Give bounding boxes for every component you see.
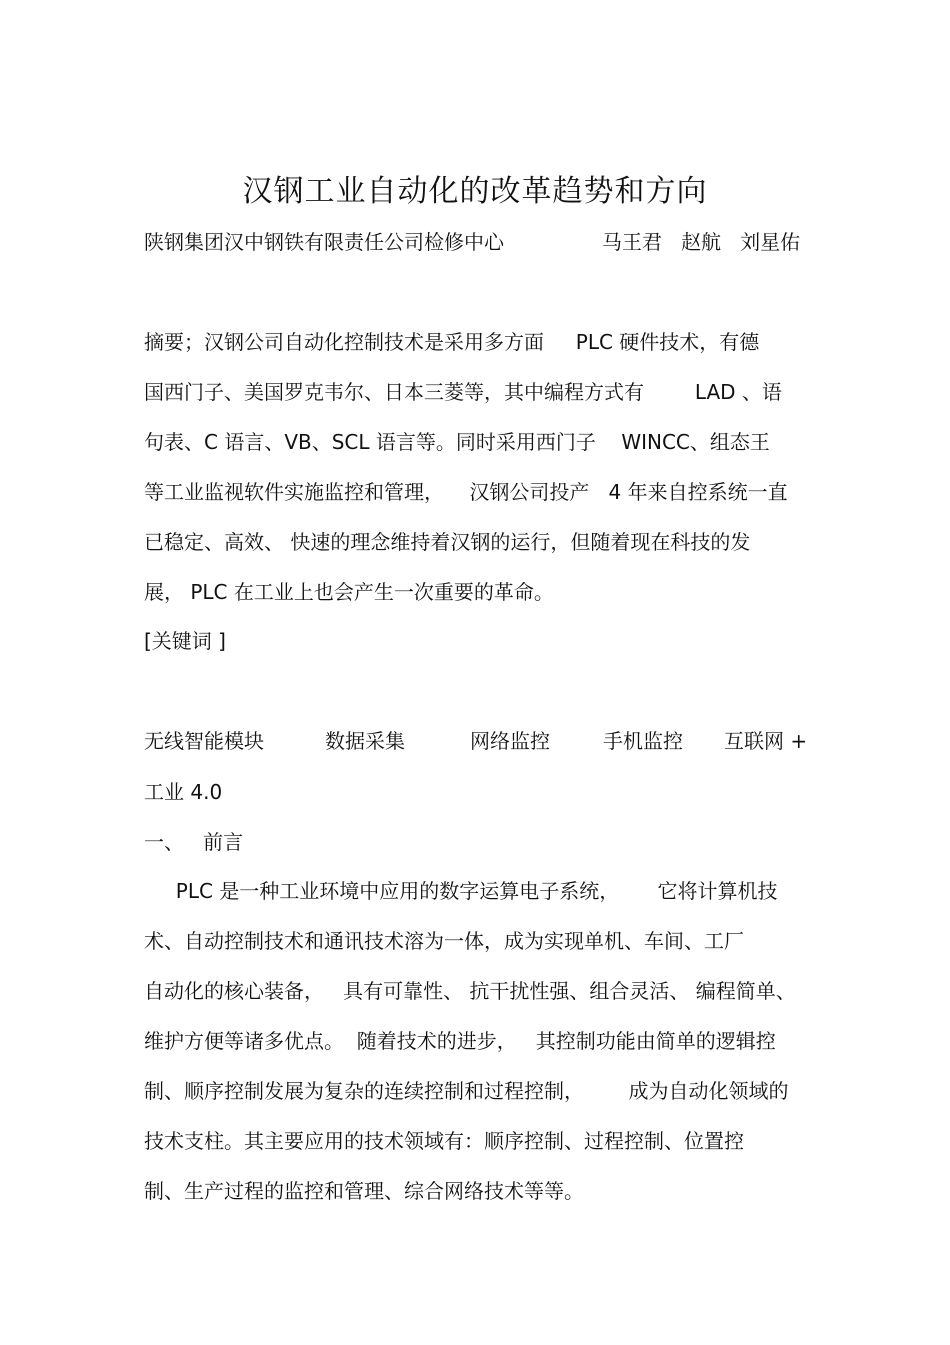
body-line: 制、顺序控制发展为复杂的连续控制和过程控制， 成为自动化领域的 xyxy=(144,1079,789,1103)
body-line: PLC 是一种工业环境中应用的数字运算电子系统， 它将计算机技 xyxy=(144,879,778,903)
abstract-line: 摘要；汉钢公司自动化控制技术是采用多方面 PLC 硬件技术，有德 xyxy=(144,330,760,354)
section-heading: 一、 前言 xyxy=(144,830,244,854)
keyword-item: 网络监控 xyxy=(470,729,550,753)
keyword-item: 互联网 + xyxy=(724,729,808,753)
keyword-item: 数据采集 xyxy=(325,729,405,753)
author-affiliation: 陕钢集团汉中钢铁有限责任公司检修中心 xyxy=(144,230,504,254)
document-title: 汉钢工业自动化的改革趋势和方向 xyxy=(242,174,708,209)
body-line: 技术支柱。其主要应用的技术领域有：顺序控制、过程控制、位置控 xyxy=(144,1129,744,1153)
abstract-line: 展， PLC 在工业上也会产生一次重要的革命。 xyxy=(144,580,554,604)
abstract-line: 国西门子、美国罗克韦尔、日本三菱等，其中编程方式有 LAD 、语 xyxy=(144,380,782,404)
abstract-line: 句表、C 语言、VB、SCL 语言等。同时采用西门子 WINCC、组态王 xyxy=(144,430,770,454)
abstract-line: 等工业监视软件实施监控和管理， 汉钢公司投产 4 年来自控系统一直 xyxy=(144,480,788,504)
body-line: 制、生产过程的监控和管理、综合网络技术等等。 xyxy=(144,1179,584,1203)
keyword-item: 无线智能模块 xyxy=(144,729,264,753)
body-line: 术、自动控制技术和通讯技术溶为一体，成为实现单机、车间、工厂 xyxy=(144,929,744,953)
keywords-heading: [关键词 ] xyxy=(144,629,226,653)
abstract-line: 已稳定、高效、 快速的理念维持着汉钢的运行，但随着现在科技的发 xyxy=(144,530,751,554)
keyword-item: 手机监控 xyxy=(603,729,683,753)
keyword-continued: 工业 4.0 xyxy=(144,780,223,804)
body-line: 维护方便等诸多优点。 随着技术的进步， 其控制功能由简单的逻辑控 xyxy=(144,1029,776,1053)
author-names: 马王君 赵航 刘星佑 xyxy=(602,230,801,254)
body-line: 自动化的核心装备， 具有可靠性、 抗干扰性强、组合灵活、 编程简单、 xyxy=(144,979,796,1003)
